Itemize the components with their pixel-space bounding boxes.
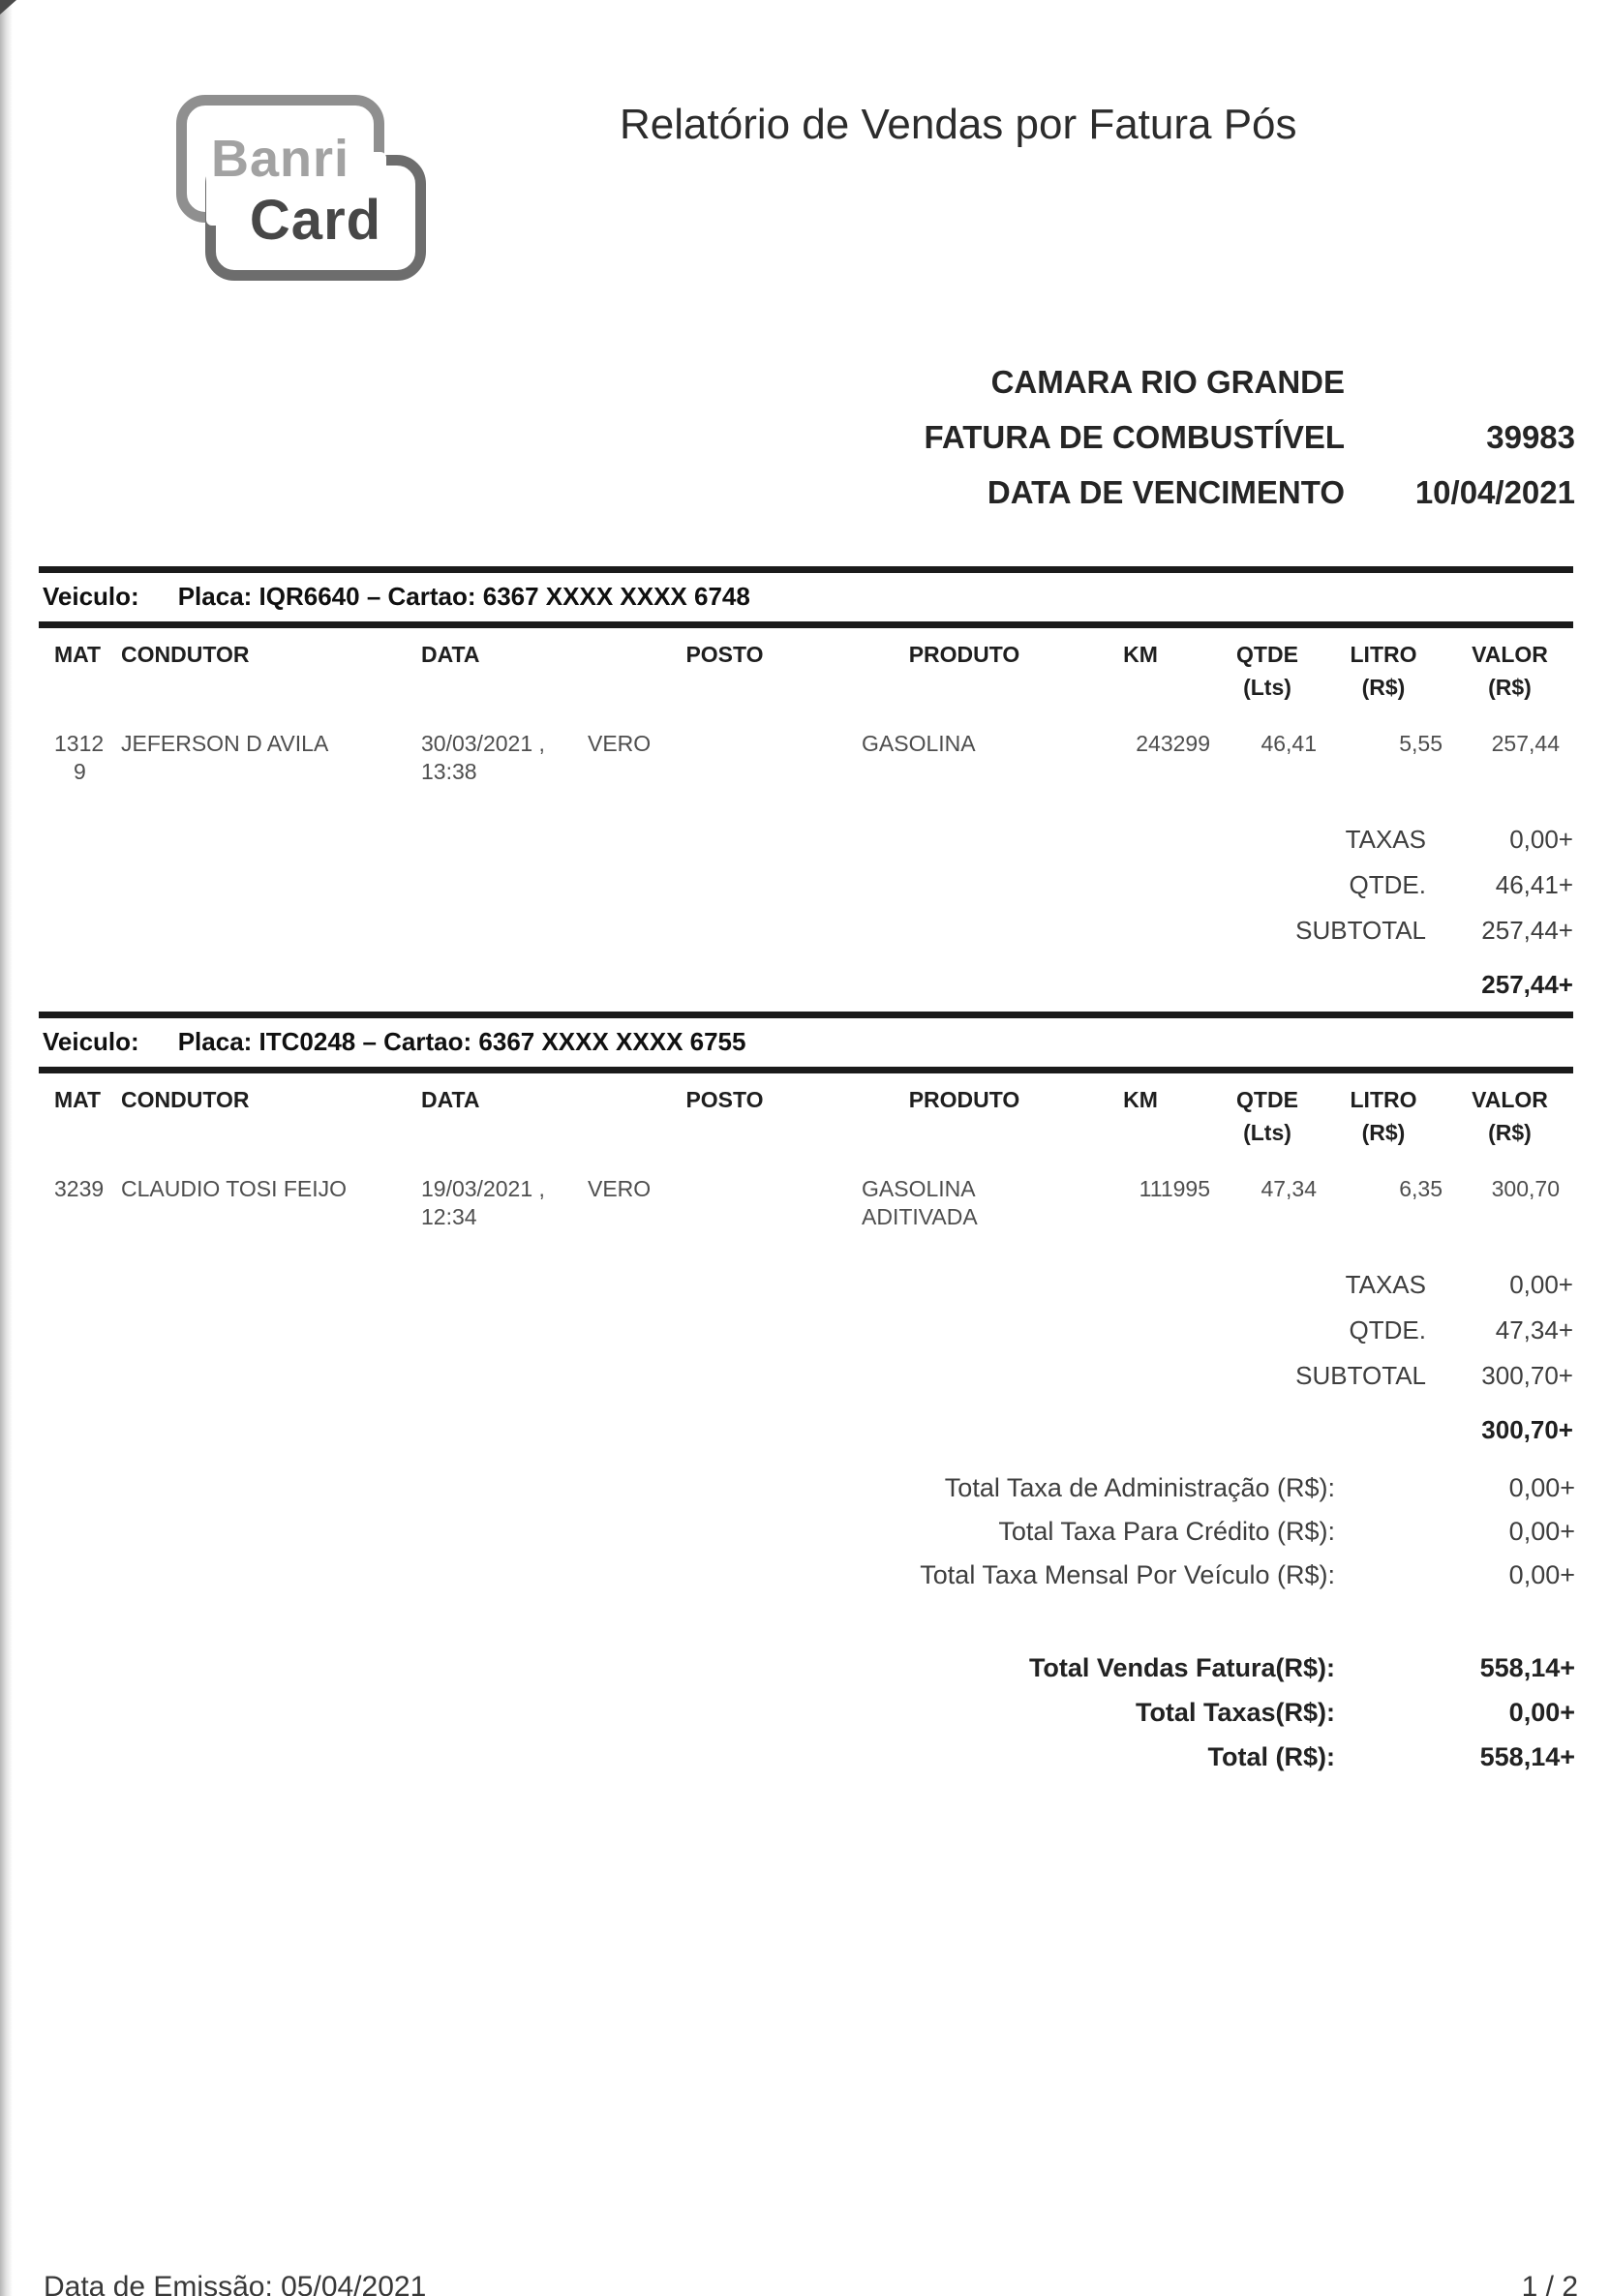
fee-label: Total Taxa Mensal Por Veículo (R$):	[920, 1560, 1335, 1589]
taxas-value: 0,00+	[1509, 825, 1573, 854]
cell-posto: VERO	[588, 1176, 652, 1201]
cell-condutor: JEFERSON D AVILA	[121, 731, 329, 756]
cell-valor: 257,44	[1491, 731, 1560, 756]
invoice-header	[772, 354, 1575, 520]
page-footer	[44, 2271, 1578, 2296]
summary-qtde-row	[39, 862, 1573, 908]
vehicle-section-1	[39, 566, 1573, 1008]
grand-value: 558,14+	[1479, 1652, 1575, 1682]
mat-line1: 3239	[54, 1176, 105, 1201]
page-title: Relatório de Vendas por Fatura Pós	[620, 101, 1297, 148]
fee-label: Total Taxa Para Crédito (R$):	[998, 1517, 1335, 1546]
mat-line2: 9	[74, 759, 86, 784]
col-header-qtde	[1214, 638, 1321, 705]
col-header-km: KM	[1123, 642, 1158, 667]
qtde-value: 47,34+	[1495, 1315, 1573, 1344]
logo-text-card: Card	[249, 188, 382, 252]
col-header-valor-unit: (R$)	[1488, 675, 1532, 700]
invoice-number-value: 39983	[1486, 418, 1575, 455]
qtde-label: QTDE.	[1349, 870, 1426, 899]
col-header-litro	[1321, 1083, 1446, 1150]
subtotal-label: SUBTOTAL	[1295, 916, 1426, 945]
table-header-row	[39, 638, 1573, 705]
fee-row-admin	[491, 1466, 1575, 1510]
cell-produto	[862, 1150, 1067, 1231]
grand-row-total	[491, 1735, 1575, 1779]
vehicle-heading	[39, 1018, 1573, 1067]
grand-value: 0,00+	[1508, 1697, 1575, 1727]
cell-produto	[862, 705, 1067, 786]
col-header-valor-word: VALOR	[1472, 642, 1548, 667]
cell-posto: VERO	[588, 731, 652, 756]
taxas-label: TAXAS	[1345, 825, 1426, 854]
col-header-mat: MAT	[54, 1087, 102, 1112]
summary-subtotal-row	[39, 908, 1573, 953]
due-date-label: DATA DE VENCIMENTO	[987, 473, 1345, 510]
summary-taxas-row	[39, 1262, 1573, 1308]
scan-edge-shadow	[0, 0, 13, 2296]
grand-row-taxas	[491, 1690, 1575, 1735]
vehicle-plate-card: Placa: ITC0248 – Cartao: 6367 XXXX XXXX 6755	[177, 1027, 746, 1056]
summary-subtotal-row	[39, 1353, 1573, 1399]
fee-row-mensal	[491, 1554, 1575, 1597]
col-header-mat: MAT	[54, 642, 102, 667]
qtde-value: 46,41+	[1495, 870, 1573, 899]
cell-valor: 300,70	[1491, 1176, 1560, 1201]
table-row	[39, 705, 1573, 786]
grand-totals-block	[491, 1646, 1575, 1779]
cell-km: 243299	[1136, 731, 1210, 756]
fee-value: 0,00+	[1508, 1517, 1575, 1546]
cell-km: 111995	[1139, 1176, 1210, 1201]
cell-qtde: 46,41	[1261, 731, 1317, 756]
table-row	[39, 1150, 1573, 1231]
fee-row-credito	[491, 1510, 1575, 1554]
col-header-qtde-word: QTDE	[1236, 1087, 1298, 1112]
grand-label: Total Taxas(R$):	[1135, 1697, 1335, 1727]
due-date-row	[772, 465, 1575, 520]
produto-line1: GASOLINA	[862, 1176, 976, 1201]
summary-qtde-row	[39, 1308, 1573, 1353]
fee-value: 0,00+	[1508, 1560, 1575, 1589]
col-header-produto: PRODUTO	[908, 642, 1020, 667]
col-header-qtde-unit: (Lts)	[1243, 675, 1291, 700]
section-summary	[39, 1262, 1573, 1453]
subtotal-label: SUBTOTAL	[1295, 1361, 1426, 1390]
customer-name: CAMARA RIO GRANDE	[990, 363, 1345, 400]
subtotal-value: 300,70+	[1481, 1361, 1573, 1390]
vehicle-section-2	[39, 1012, 1573, 1453]
horizontal-rule	[39, 1012, 1573, 1018]
section-total-value: 300,70+	[1481, 1415, 1573, 1444]
col-header-valor-word: VALOR	[1472, 1087, 1548, 1112]
vehicle-label: Veiculo:	[43, 1027, 139, 1056]
mat-line1: 1312	[54, 731, 105, 756]
fees-block	[491, 1466, 1575, 1597]
col-header-data: DATA	[421, 1087, 480, 1112]
horizontal-rule	[39, 1067, 1573, 1073]
invoice-number-label: FATURA DE COMBUSTÍVEL	[924, 418, 1345, 455]
cell-litro: 5,55	[1399, 731, 1443, 756]
col-header-valor	[1446, 638, 1573, 705]
col-header-litro-unit: (R$)	[1361, 1120, 1406, 1145]
summary-taxas-row	[39, 817, 1573, 862]
summary-total-row	[39, 1407, 1573, 1453]
invoice-customer-row	[772, 354, 1575, 409]
col-header-condutor: CONDUTOR	[121, 1087, 250, 1112]
grand-row-vendas	[491, 1646, 1575, 1690]
table-header-row	[39, 1083, 1573, 1150]
logo-text-banri: Banri	[210, 130, 350, 188]
summary-total-row	[39, 962, 1573, 1008]
cell-mat	[39, 1150, 121, 1231]
col-header-valor-unit: (R$)	[1488, 1120, 1532, 1145]
subtotal-value: 257,44+	[1481, 916, 1573, 945]
col-header-litro-word: LITRO	[1350, 1087, 1417, 1112]
col-header-litro-word: LITRO	[1350, 642, 1417, 667]
cell-data: 30/03/2021 , 13:38	[421, 731, 545, 784]
col-header-condutor: CONDUTOR	[121, 642, 250, 667]
horizontal-rule	[39, 566, 1573, 573]
col-header-posto: POSTO	[685, 1087, 764, 1112]
qtde-label: QTDE.	[1349, 1315, 1426, 1344]
cell-litro: 6,35	[1399, 1176, 1443, 1201]
grand-label: Total (R$):	[1207, 1741, 1335, 1771]
taxas-value: 0,00+	[1509, 1270, 1573, 1299]
cell-qtde: 47,34	[1261, 1176, 1317, 1201]
col-header-qtde-word: QTDE	[1236, 642, 1298, 667]
vehicle-heading	[39, 573, 1573, 621]
horizontal-rule	[39, 621, 1573, 628]
cell-data: 19/03/2021 , 12:34	[421, 1176, 545, 1229]
section-total-value: 257,44+	[1481, 970, 1573, 999]
fee-value: 0,00+	[1508, 1473, 1575, 1502]
grand-label: Total Vendas Fatura(R$):	[1028, 1652, 1335, 1682]
col-header-km: KM	[1123, 1087, 1158, 1112]
page-number: 1 / 2	[1521, 2271, 1578, 2296]
col-header-posto: POSTO	[685, 642, 764, 667]
produto-line2: ADITIVADA	[862, 1204, 978, 1229]
cell-condutor: CLAUDIO TOSI FEIJO	[121, 1176, 348, 1201]
col-header-data: DATA	[421, 642, 480, 667]
taxas-label: TAXAS	[1345, 1270, 1426, 1299]
col-header-qtde-unit: (Lts)	[1243, 1120, 1291, 1145]
vehicle-plate-card: Placa: IQR6640 – Cartao: 6367 XXXX XXXX 6748	[177, 582, 750, 611]
fee-label: Total Taxa de Administração (R$):	[944, 1473, 1335, 1502]
banricard-logo	[176, 87, 438, 290]
cell-mat	[39, 705, 121, 786]
col-header-litro	[1321, 638, 1446, 705]
grand-value: 558,14+	[1479, 1741, 1575, 1771]
col-header-qtde	[1214, 1083, 1321, 1150]
section-summary	[39, 817, 1573, 1008]
invoice-number-row	[772, 409, 1575, 465]
col-header-litro-unit: (R$)	[1361, 675, 1406, 700]
vehicle-label: Veiculo:	[43, 582, 139, 611]
col-header-valor	[1446, 1083, 1573, 1150]
transactions-table	[39, 1083, 1573, 1231]
transactions-table	[39, 638, 1573, 786]
produto-line1: GASOLINA	[862, 731, 976, 756]
col-header-produto: PRODUTO	[908, 1087, 1020, 1112]
emission-date: Data de Emissão: 05/04/2021	[44, 2271, 427, 2296]
due-date-value: 10/04/2021	[1414, 473, 1575, 510]
